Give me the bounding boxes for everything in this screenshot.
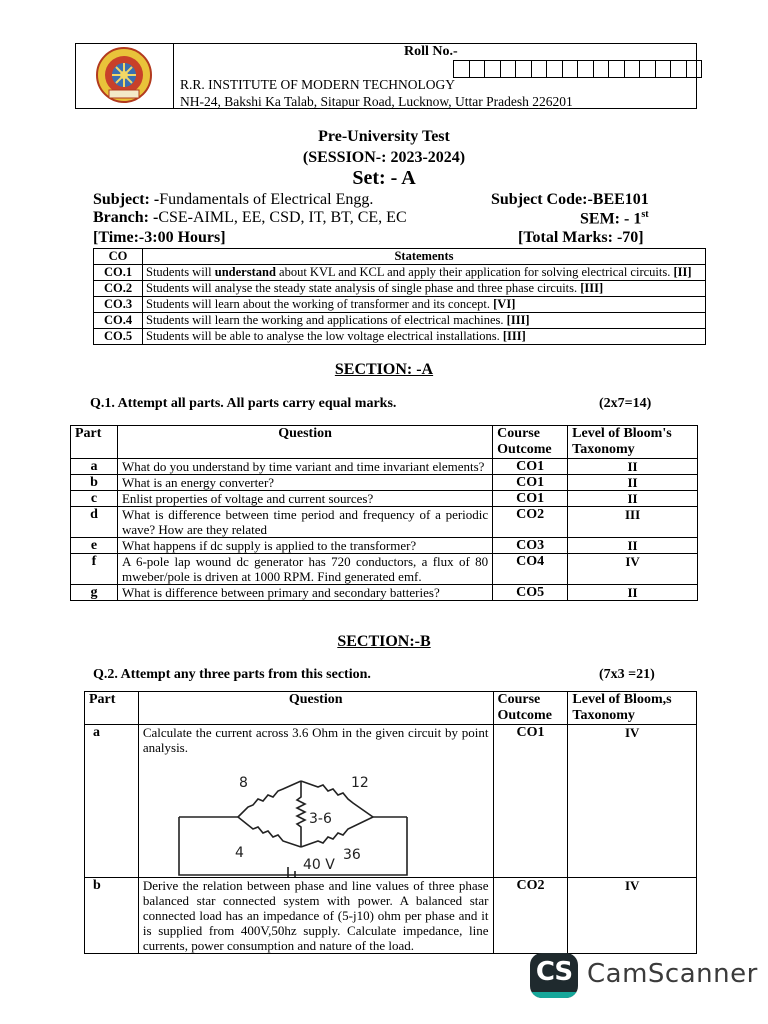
roll-number-box[interactable] <box>577 60 594 78</box>
roll-number-box[interactable] <box>562 60 579 78</box>
label-r-top-right: 12 <box>350 775 369 791</box>
question-cell: What is difference between time period and frequency of a periodic wave? How are they related <box>117 507 492 538</box>
co-cell: CO.5 <box>94 329 143 345</box>
outcome-cell: CO1 <box>493 491 568 507</box>
outcome-header: Course Outcome <box>493 426 568 459</box>
branch: Branch: -CSE-AIML, EE, CSD, IT, BT, CE, EC <box>93 209 407 226</box>
bloom-header: Level of Bloom's Taxonomy <box>568 426 698 459</box>
question-cell: Derive the relation between phase and line values of three phase balanced star connected system with power. A balanced star connected load has an impedance of (5-j10) ohm per phase and it is supplied from 400V,50hz supply. Calculate impedance, line currents, power consumption and nature of the load. <box>138 878 493 954</box>
bloom-cell: IV <box>568 725 697 878</box>
question-cell: A 6-pole lap wound dc generator has 720 conductors, a flux of 80 mweber/pole is driven at 1000 RPM. Find generated emf. <box>117 554 492 585</box>
session: (SESSION-: 2023-2024) <box>302 149 466 166</box>
outcome-cell: CO3 <box>493 538 568 554</box>
part-cell: d <box>71 507 118 538</box>
roll-number-box[interactable] <box>593 60 610 78</box>
camscanner-name: CamScanner <box>587 959 758 989</box>
label-r-bottom-right: 36 <box>342 847 361 863</box>
table-row <box>71 507 698 538</box>
bloom-header: Level of Bloom,s Taxonomy <box>568 692 697 725</box>
outcome-header: Course Outcome <box>493 692 568 725</box>
table-row <box>71 585 698 601</box>
outcome-cell: CO1 <box>493 475 568 491</box>
roll-number-box[interactable] <box>655 60 672 78</box>
outcome-cell: CO4 <box>493 554 568 585</box>
outcome-cell: CO2 <box>493 878 568 954</box>
outcome-cell: CO1 <box>493 725 568 878</box>
label-r-middle: 3-6 <box>308 811 332 827</box>
q2-instruction: Q.2. Attempt any three parts from this section. <box>93 667 371 682</box>
roll-number-box[interactable] <box>500 60 517 78</box>
question-cell: What is an energy converter? <box>117 475 492 491</box>
part-cell: b <box>71 475 118 491</box>
table-row <box>71 491 698 507</box>
bloom-cell: II <box>568 585 698 601</box>
table-row <box>94 329 706 345</box>
table-row <box>94 313 706 329</box>
part-cell: g <box>71 585 118 601</box>
q1-marks: (2x7=14) <box>599 396 652 411</box>
question-cell: What is difference between primary and secondary batteries? <box>117 585 492 601</box>
co-cell: CO.1 <box>94 265 143 281</box>
question-cell: What do you understand by time variant and time invariant elements? <box>117 459 492 475</box>
part-cell: a <box>71 459 118 475</box>
bloom-cell: II <box>568 491 698 507</box>
co-cell: CO.2 <box>94 281 143 297</box>
logo-cell <box>76 44 174 108</box>
bloom-level: [II] <box>673 265 692 279</box>
table-row <box>94 281 706 297</box>
part-header: Part <box>71 426 118 459</box>
test-title: Pre-University Test <box>318 128 450 145</box>
question-cell: What happens if dc supply is applied to the transformer? <box>117 538 492 554</box>
question-text: Calculate the current across 3.6 Ohm in the given circuit by point analysis. <box>142 725 489 755</box>
total-marks: [Total Marks: -70] <box>518 229 644 246</box>
section-a-title: SECTION: -A <box>334 361 434 378</box>
table-row <box>85 725 697 878</box>
label-r-bottom-left: 4 <box>234 845 244 861</box>
branch-value: CSE-AIML, EE, CSD, IT, BT, CE, EC <box>158 209 407 226</box>
roll-number-boxes[interactable] <box>454 60 702 78</box>
bloom-level: [III] <box>580 281 604 295</box>
exam-time: [Time:-3:00 Hours] <box>93 229 226 246</box>
table-row <box>71 459 698 475</box>
bloom-cell: IV <box>568 554 698 585</box>
question-cell: Enlist properties of voltage and current sources? <box>117 491 492 507</box>
bloom-level: [III] <box>506 313 530 327</box>
header-box <box>75 43 697 109</box>
question-header: Question <box>138 692 493 725</box>
part-cell: c <box>71 491 118 507</box>
subject: Subject: -Fundamentals of Electrical Engg. <box>93 191 374 208</box>
q2-marks: (7x3 =21) <box>599 667 655 682</box>
q1-instruction: Q.1. Attempt all parts. All parts carry equal marks. <box>90 396 397 411</box>
table-row <box>85 878 697 954</box>
table-row <box>94 265 706 281</box>
co-cell: CO.4 <box>94 313 143 329</box>
section-a-table <box>70 425 698 601</box>
outcome-cell: CO1 <box>493 459 568 475</box>
statements-header: Statements <box>143 249 706 265</box>
bloom-cell: II <box>568 538 698 554</box>
subject-value: Fundamentals of Electrical Engg. <box>159 191 374 208</box>
camscanner-logo-icon: CS <box>530 953 578 998</box>
table-row <box>71 475 698 491</box>
camscanner-watermark <box>530 953 758 998</box>
roll-number-box[interactable] <box>515 60 532 78</box>
outcome-cell: CO5 <box>493 585 568 601</box>
roll-number-box[interactable] <box>531 60 548 78</box>
question-header: Question <box>117 426 492 459</box>
bloom-cell: III <box>568 507 698 538</box>
institute-address: NH-24, Bakshi Ka Talab, Sitapur Road, Lucknow, Uttar Pradesh 226201 <box>180 94 573 109</box>
statement-cell: Students will analyse the steady state analysis of single phase and three phase circuits. [III] <box>143 281 706 297</box>
roll-number-box[interactable] <box>639 60 656 78</box>
part-cell: f <box>71 554 118 585</box>
table-row <box>71 538 698 554</box>
institute-name: R.R. INSTITUTE OF MODERN TECHNOLOGY <box>180 77 455 92</box>
part-cell: a <box>85 725 139 878</box>
co-cell: CO.3 <box>94 297 143 313</box>
semester: SEM: - 1st <box>580 209 649 228</box>
roll-number-box[interactable] <box>686 60 703 78</box>
roll-number-box[interactable] <box>608 60 625 78</box>
statement-cell: Students will learn the working and applications of electrical machines. [III] <box>143 313 706 329</box>
statement-cell: Students will be able to analyse the low voltage electrical installations. [III] <box>143 329 706 345</box>
roll-number-box[interactable] <box>469 60 486 78</box>
roll-number-box[interactable] <box>546 60 563 78</box>
bloom-cell: IV <box>568 878 697 954</box>
roll-number-box[interactable] <box>453 60 470 78</box>
circuit-diagram <box>143 757 443 877</box>
section-b-title: SECTION:-B <box>337 633 431 650</box>
set-label: Set: - A <box>352 167 416 189</box>
part-header: Part <box>85 692 139 725</box>
institute-logo <box>76 44 172 106</box>
statement-cell: Students will learn about the working of transformer and its concept. [VI] <box>143 297 706 313</box>
bloom-level: [III] <box>502 329 526 343</box>
bloom-level: [VI] <box>493 297 516 311</box>
part-cell: e <box>71 538 118 554</box>
statement-cell: Students will understand about KVL and KCL and apply their application for solving electrical circuits. [II] <box>143 265 706 281</box>
bloom-cell: II <box>568 475 698 491</box>
roll-number-box[interactable] <box>670 60 687 78</box>
subject-code: Subject Code:-BEE101 <box>491 191 649 208</box>
roll-number-box[interactable] <box>484 60 501 78</box>
table-row <box>71 554 698 585</box>
part-cell: b <box>85 878 139 954</box>
label-source: 40 V <box>302 857 335 873</box>
label-r-top-left: 8 <box>238 775 248 791</box>
roll-number-label: Roll No.- <box>404 44 458 59</box>
co-header: CO <box>94 249 143 265</box>
question-cell <box>138 725 493 878</box>
section-b-table <box>84 691 697 954</box>
course-outcomes-table <box>93 248 706 345</box>
roll-number-box[interactable] <box>624 60 641 78</box>
outcome-cell: CO2 <box>493 507 568 538</box>
table-row <box>94 297 706 313</box>
bloom-cell: II <box>568 459 698 475</box>
